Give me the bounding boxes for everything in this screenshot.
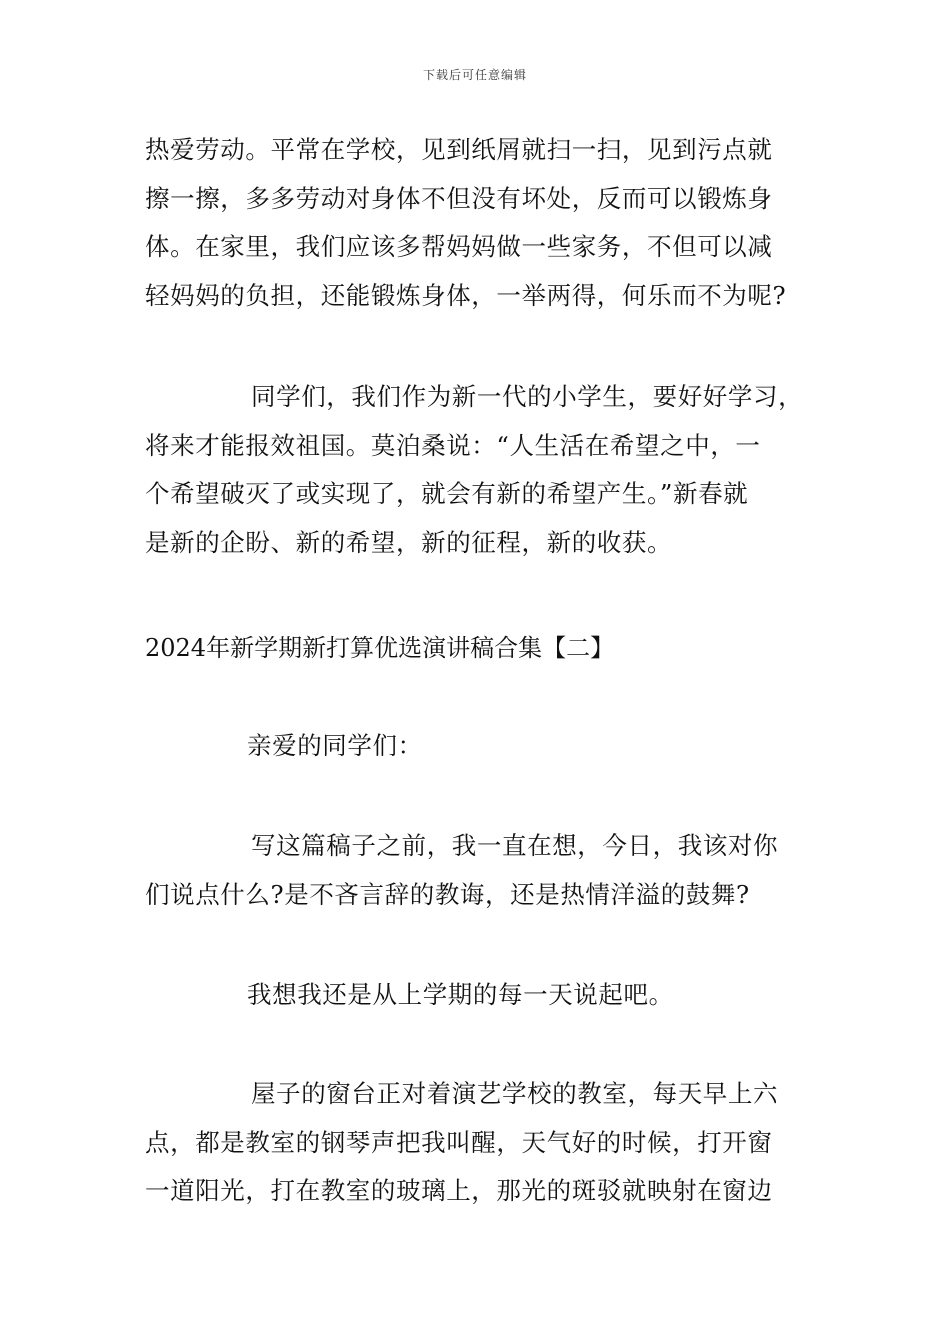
text-line: 体。在家里，我们应该多帮妈妈做一些家务，不但可以减 xyxy=(145,232,773,261)
text-line: 屋子的窗台正对着演艺学校的教室，每天早上六 xyxy=(251,1079,779,1108)
text-line: 点，都是教室的钢琴声把我叫醒，天气好的时候，打开窗 xyxy=(145,1127,773,1157)
paragraph-window xyxy=(145,1070,825,1216)
text-line: 亲爱的同学们： xyxy=(247,731,423,760)
text-line: 将来才能报效祖国。莫泊桑说：“人生活在希望之中，一 xyxy=(145,430,761,460)
text-line: 热爱劳动。平常在学校，见到纸屑就扫一扫，见到污点就 xyxy=(145,135,773,164)
paragraph-study xyxy=(145,373,825,567)
text-line: 个希望破灭了或实现了，就会有新的希望产生。”新春就 xyxy=(145,479,749,508)
text-line: 一道阳光，打在教室的玻璃上，那光的斑驳就映射在窗边 xyxy=(145,1176,773,1205)
paragraph-semester xyxy=(145,971,825,1020)
text-line: 我想我还是从上学期的每一天说起吧。 xyxy=(247,980,674,1009)
section-heading: 2024年新学期新打算优选演讲稿合集【二】 xyxy=(145,634,615,662)
text-line: 写这篇稿子之前，我一直在想，今日，我该对你 xyxy=(251,831,779,860)
paragraph-intro xyxy=(145,822,825,919)
text-line: 轻妈妈的负担，还能锻炼身体，一举两得，何乐而不为呢? xyxy=(145,280,787,310)
text-line: 擦一擦，多多劳动对身体不但没有坏处，反而可以锻炼身 xyxy=(145,183,773,213)
text-line: 是新的企盼、新的希望，新的征程，新的收获。 xyxy=(145,527,673,557)
paragraph-labor xyxy=(145,126,825,320)
text-line: 同学们，我们作为新一代的小学生，要好好学习， xyxy=(251,382,804,411)
page-header: 下载后可任意编辑 xyxy=(422,68,527,82)
text-line: 们说点什么?是不吝言辞的教诲，还是热情洋溢的鼓舞? xyxy=(145,879,750,909)
paragraph-greeting xyxy=(145,722,825,771)
